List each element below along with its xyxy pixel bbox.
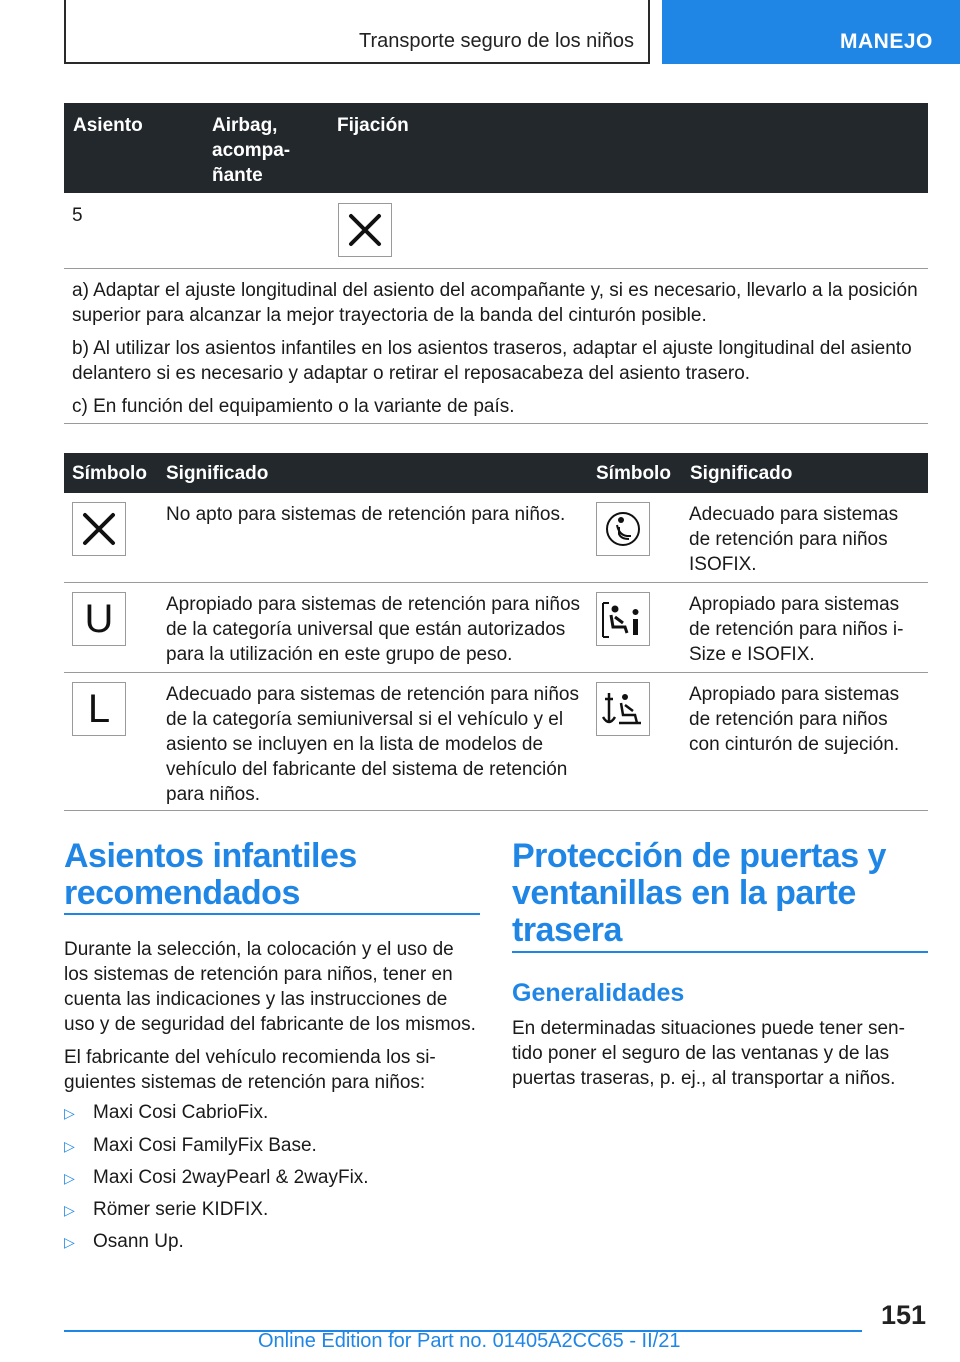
meaning-col-header-1: Significado (166, 463, 269, 484)
section-tab[interactable] (662, 0, 960, 64)
general-subheading: Generalidades (512, 979, 685, 1007)
airbag-col-header: Airbag, acompa- ñante (212, 115, 291, 186)
symbol-meaning-tether: Apropiado para sistemas de retención para niños con cinturón de sujeción. (689, 684, 900, 755)
symbol-row-rule (64, 582, 928, 583)
symbol-table-bottom-rule (64, 810, 928, 811)
symbol-row-rule (64, 672, 928, 673)
note-a: a) Adaptar el ajuste longitudinal del asiento del acompañante y, si es necesario, llevarlo a la posición superior para alcanzar la mejor trayectoria de la banda del cinturón posible. (72, 280, 918, 326)
l-letter-icon: L (72, 682, 126, 736)
triangle-bullet-icon: ▷ (64, 1170, 75, 1186)
notes-rule (64, 423, 928, 424)
symbol-meaning-isofix: Adecuado para sistemas de retención para niños ISOFIX. (689, 504, 899, 575)
right-heading-rule (512, 951, 928, 953)
seat-table-rule (64, 268, 928, 269)
left-paragraph-1: Durante la selección, la colocación y el uso de los sistemas de retención para niños, tener en cuenta las indicaciones y las instrucciones de uso y de seguridad del fabricante de los mismos. (64, 939, 476, 1035)
seat-number: 5 (72, 205, 83, 226)
symbol-col-header-2: Símbolo (596, 463, 671, 484)
tether-belt-seat-icon (596, 682, 650, 736)
u-letter-icon: U (72, 592, 126, 646)
symbol-table-header (64, 453, 928, 493)
meaning-col-header-2: Significado (690, 463, 793, 484)
right-paragraph-1: En determinadas situaciones puede tener sentido poner el seguro de las ventanas y de las puertas traseras, p. ej., al transportar a niños. (512, 1018, 905, 1089)
note-c: c) En función del equipamiento o la variante de país. (72, 396, 515, 417)
x-cross-icon (338, 203, 392, 257)
left-paragraph-2: El fabricante del vehículo recomienda los siguientes sistemas de retención para niños: (64, 1047, 436, 1093)
isofix-seat-icon (596, 502, 650, 556)
note-b: b) Al utilizar los asientos infantiles en los asientos traseros, adaptar el ajuste longitudinal del asiento delantero si es necesario y adaptar o retirar el reposacabeza del asiento trasero. (72, 338, 912, 384)
edition-footer[interactable]: Online Edition for Part no. 01405A2CC65 - II/21 (258, 1330, 681, 1352)
triangle-bullet-icon: ▷ (64, 1105, 75, 1121)
fixation-col-header: Fijación (337, 115, 409, 136)
seat-col-header: Asiento (73, 115, 143, 136)
symbol-meaning-not-suitable: No apto para sistemas de retención para niños. (166, 504, 566, 525)
chapter-title: Transporte seguro de los niños (359, 30, 634, 52)
symbol-meaning-semi-universal: Adecuado para sistemas de retención para niños de la categoría semiuniversal si el vehículo y el asiento se incluyen en la lista de modelos de vehículo del fabricante del sistema de retención para niños. (166, 684, 579, 805)
triangle-bullet-icon: ▷ (64, 1202, 75, 1218)
triangle-bullet-icon: ▷ (64, 1234, 75, 1250)
header-box (64, 0, 650, 64)
symbol-col-header-1: Símbolo (72, 463, 147, 484)
door-window-protection-heading: Protección de puertas y ventanillas en la parte trasera (512, 837, 886, 949)
left-heading-rule (64, 913, 480, 915)
symbol-meaning-i-size: Apropiado para sistemas de retención para niños i-Size e ISOFIX. (689, 594, 904, 665)
i-size-seat-icon (596, 592, 650, 646)
symbol-meaning-universal: Apropiado para sistemas de retención para niños de la categoría universal que están autorizados para la utilización en este grupo de peso. (166, 594, 581, 665)
x-cross-icon (72, 502, 126, 556)
triangle-bullet-icon: ▷ (64, 1138, 75, 1154)
section-tab-label: MANEJO (840, 30, 933, 53)
recommended-seats-heading: Asientos infantiles recomendados (64, 837, 357, 912)
page-number: 151 (880, 1300, 926, 1330)
seat-table-header (64, 103, 928, 193)
